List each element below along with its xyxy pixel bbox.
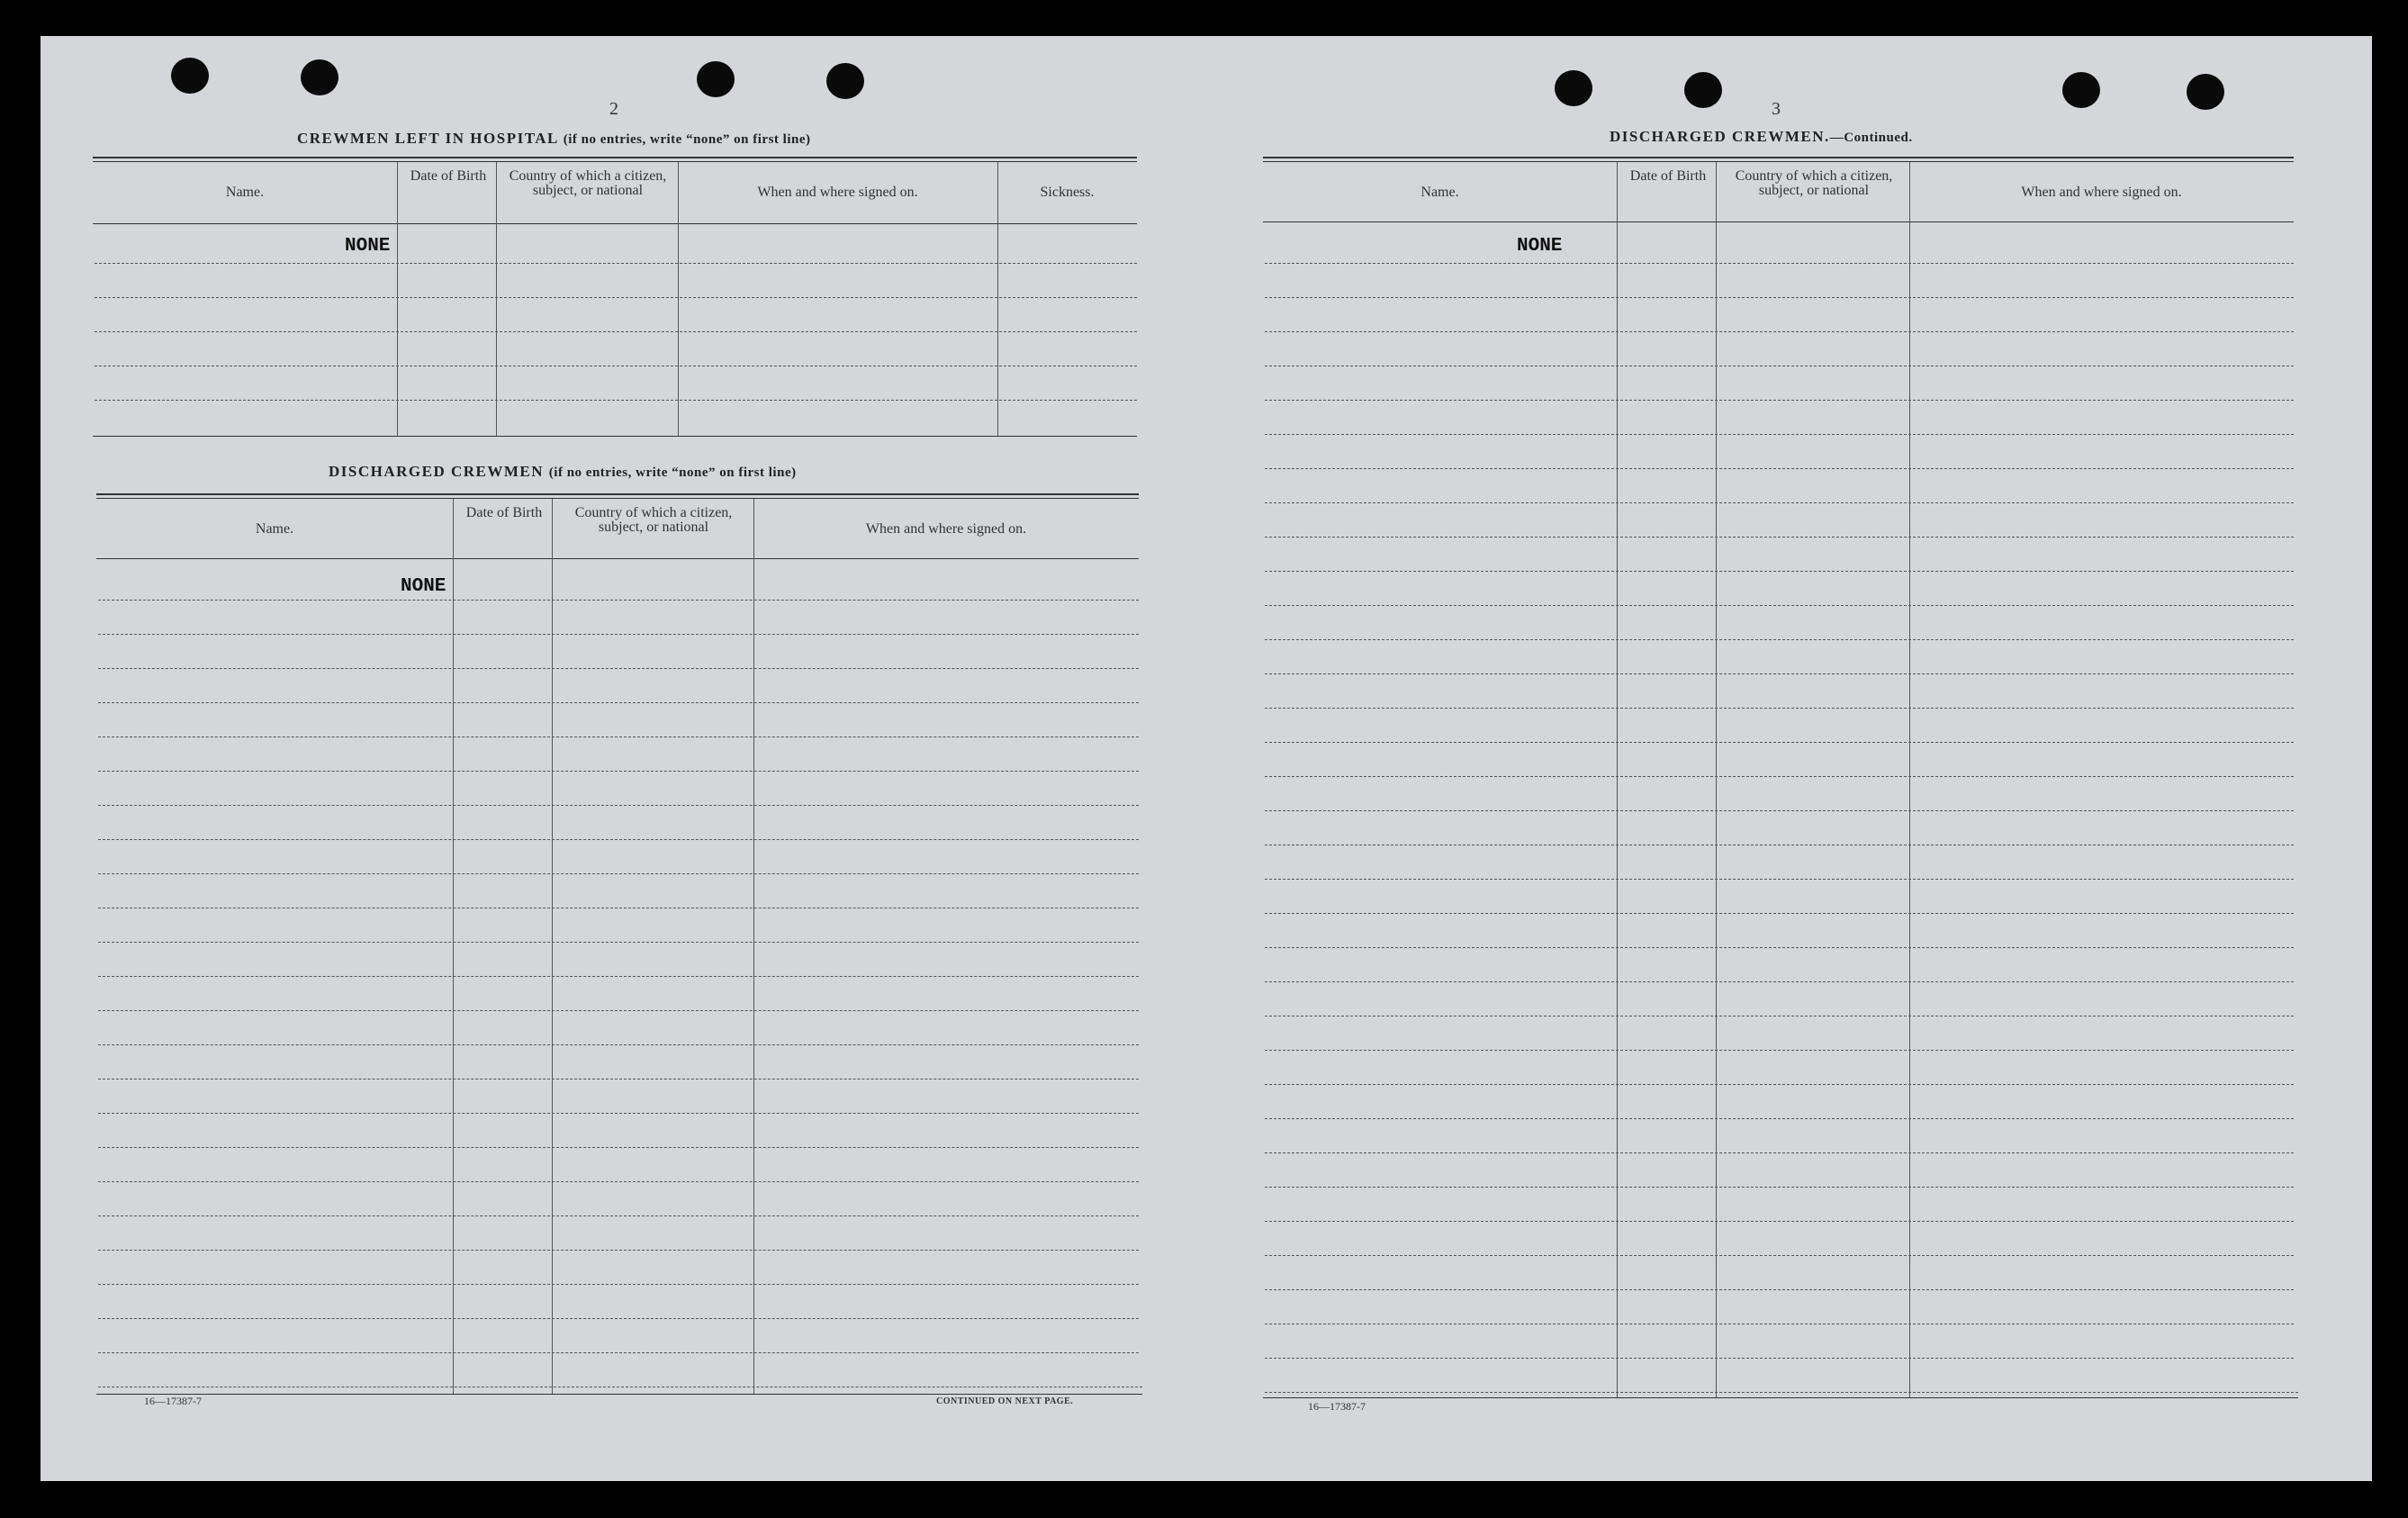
right-title-text: DISCHARGED CREWMEN. — [1610, 128, 1830, 145]
page-number-right: 3 — [1772, 99, 1781, 119]
discharged-entry-none: NONE — [401, 576, 446, 597]
right-section-title — [1610, 128, 1913, 146]
hospital-table — [93, 157, 1177, 472]
discharged-table-right — [1263, 157, 2343, 1444]
form-number-right: 16—17387-7 — [1308, 1400, 1366, 1413]
punch-hole — [2062, 72, 2100, 108]
col-header-name: Name. — [255, 521, 294, 537]
punch-hole — [1684, 72, 1722, 108]
hospital-instruction: (if no entries, write “none” on first line) — [563, 132, 811, 147]
discharged-table-left — [96, 493, 1186, 1430]
col-header-name: Name. — [225, 185, 265, 200]
col-header-signed-on: When and where signed on. — [757, 185, 918, 200]
punch-hole — [826, 63, 864, 99]
right-title-suffix: —Continued. — [1829, 131, 1913, 145]
col-header-country: Country of which a citizen, subject, or national — [509, 168, 667, 198]
continued-note: CONTINUED ON NEXT PAGE. — [936, 1396, 1074, 1406]
col-header-signed-on: When and where signed on. — [865, 521, 1027, 537]
col-header-sickness: Sickness. — [1040, 185, 1095, 200]
col-header-date-of-birth: Date of Birth — [1629, 168, 1707, 184]
col-header-country: Country of which a citizen, subject, or national — [574, 505, 733, 535]
document-sheet — [41, 36, 2372, 1481]
col-header-date-of-birth: Date of Birth — [410, 168, 487, 184]
discharged-title-text: DISCHARGED CREWMEN — [329, 463, 545, 480]
form-number-left: 16—17387-7 — [144, 1395, 202, 1407]
discharged-section-title — [329, 463, 797, 481]
punch-hole — [697, 61, 735, 97]
col-header-country: Country of which a citizen, subject, or national — [1735, 168, 1893, 198]
punch-hole — [2187, 74, 2224, 110]
col-header-signed-on: When and where signed on. — [2021, 185, 2182, 200]
page-number-left: 2 — [609, 99, 618, 119]
hospital-section-title — [297, 130, 811, 148]
col-header-name: Name. — [1420, 185, 1459, 200]
punch-hole — [301, 59, 338, 95]
punch-hole — [171, 58, 209, 94]
punch-hole — [1555, 70, 1592, 106]
hospital-entry-none: NONE — [345, 236, 391, 257]
right-entry-none: NONE — [1517, 236, 1563, 257]
hospital-title-text: CREWMEN LEFT IN HOSPITAL — [297, 130, 558, 147]
discharged-instruction: (if no entries, write “none” on first line) — [548, 465, 797, 480]
col-header-date-of-birth: Date of Birth — [465, 505, 543, 520]
